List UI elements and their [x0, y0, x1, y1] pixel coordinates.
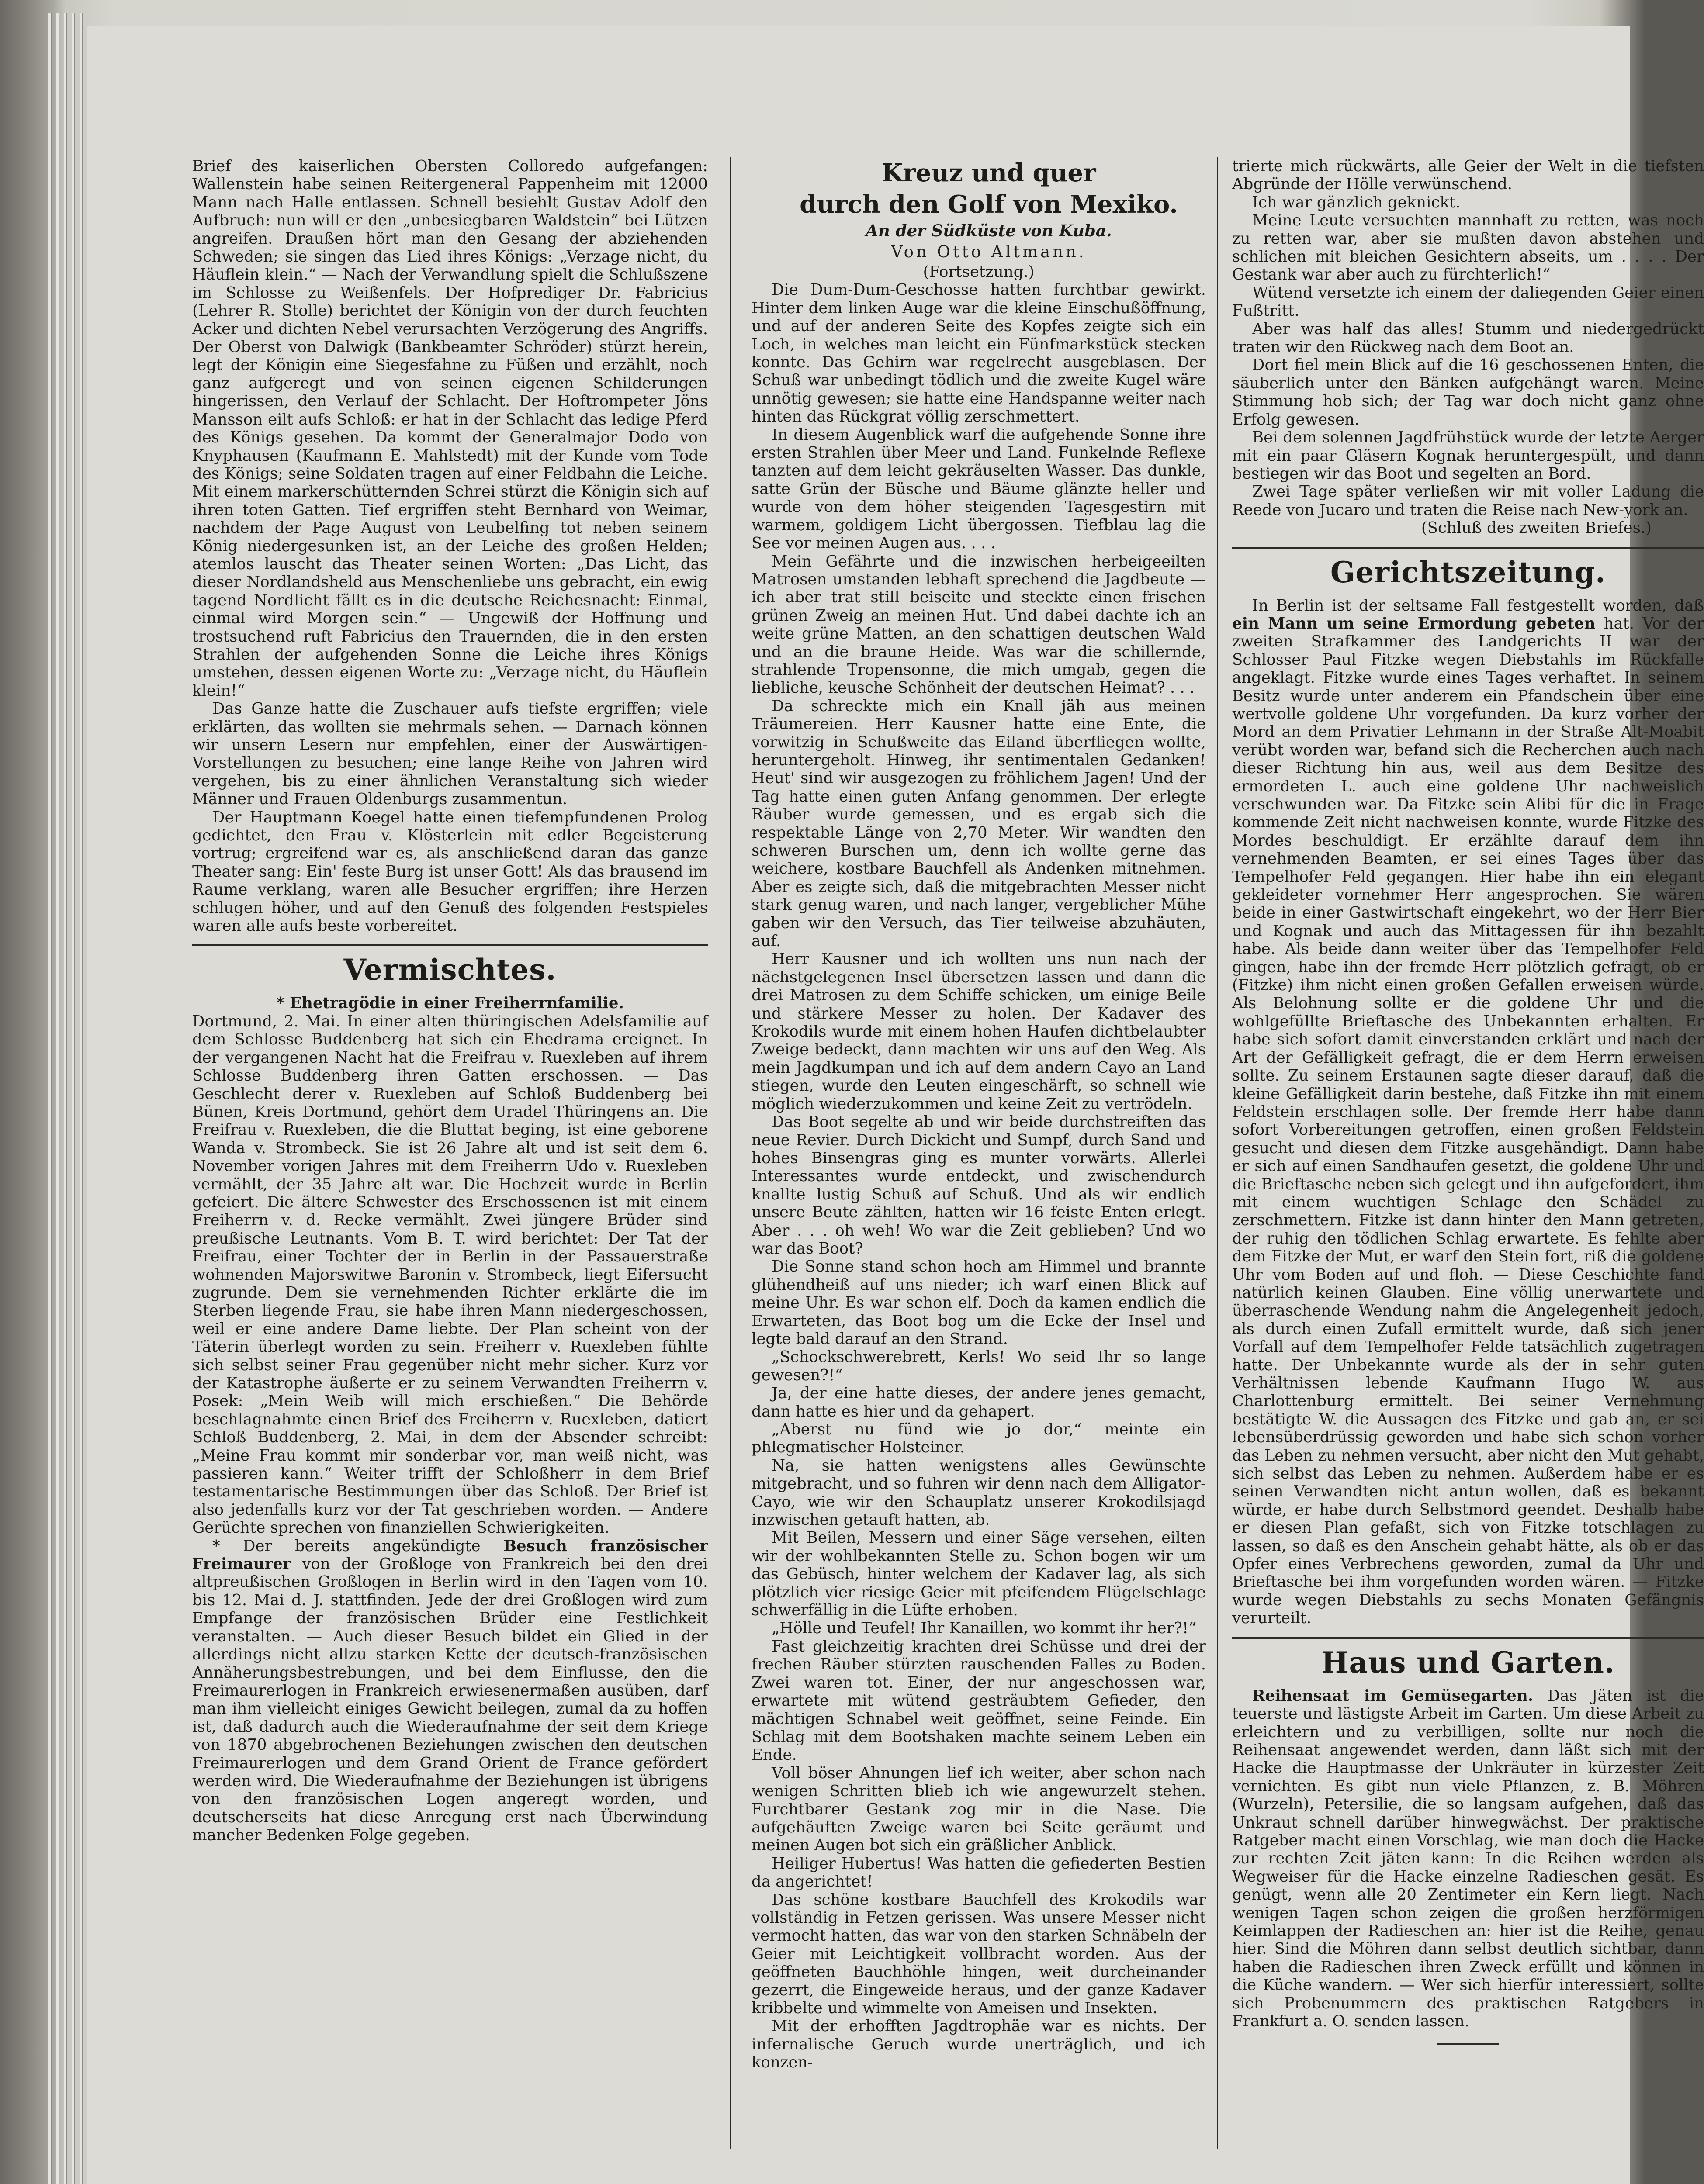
page-edge: [80, 13, 83, 2184]
paragraph: Ich war gänzlich geknickt.: [1252, 193, 1461, 211]
item-text: Dortmund, 2. Mai. In einer alten thüringischen Adelsfamilie auf dem Schlosse Buddenberg hat sich ein Ehedrama ereignet. In der vergangenen Nacht hat die Freifrau v. Ruexleben auf ihrem Schlosse Buddenberg ihren Gatten erschossen. — Das Geschlecht derer v. Ruexleben auf Schloß Buddenberg bei Bünen, Kreis Dortmund, gehört dem Uradel Thüringens an. Die Freifrau v. Ruexleben, die die Bluttat beging, ist eine geborene Wanda v. Strombeck. Sie ist 26 Jahre alt und ist seit dem 6. November vorigen Jahres mit dem Freiherrn Udo v. Ruexleben vermählt, der 35 Jahre alt war. Die Hochzeit wurde in Berlin gefeiert. Die ältere Schwester des Erschossenen ist mit einem Freiherrn v. d. Recke vermählt. Zwei jüngere Brüder sind preußische Leutnants. Vom B. T. wird berichtet: Der Tat der Freifrau, einer Tochter der in Berlin in der Passauerstraße wohnenden Majorswitwe Baronin v. Strombeck, liegt Eifersucht zugrunde. Dem sie vernehmenden Richter erklärte die im Sterben liegende Frau, sie habe ihren Mann niedergeschossen, weil er eine andere Dame liebte. Der Plan scheint von der Täterin überlegt worden zu sein. Freiherr v. Ruexleben fühlte sich selbst seiner Frau gegenüber nicht mehr sicher. Kurz vor der Katastrophe äußerte er zu seinem Verwandten Freiherrn v. Posek: „Mein Weib will mich erschießen.“ Die Behörde beschlagnahmte einen Brief des Freiherrn v. Ruexleben, datiert Schloß Buddenberg, 2. Mai, in dem der Absender schreibt: „Meine Frau kommt mir sonderbar vor, man weiß nicht, was passieren kann.“ Weiter trifft der Schloßherr in dem Brief testamentarische Bestimmungen über das Schloß. Der Brief ist also jedenfalls kurz vor der Tat geschrieben worden. — Andere Gerüchte sprechen von finanziellen Schwierigkeiten.: [192, 1012, 708, 1537]
paragraph: Fast gleichzeitig krachten drei Schüsse und drei der frechen Räuber stürzten rauschenden Falles zu Boden. Zwei waren tot. Einer, der nur angeschossen war, erwartete mit wütend gesträubtem Gefieder, den mächtigen Schnabel weit geöffnet, seine Feinde. Ein Schlag mit dem Bootshaken machte seinem Leben ein Ende.: [752, 1637, 1206, 1764]
newspaper-page: [87, 26, 1704, 2184]
article-subtitle: An der Südküste von Kuba.: [866, 221, 1112, 240]
end-note: (Schluß des zweiten Briefes.): [1421, 519, 1652, 537]
end-rule: [1437, 2043, 1499, 2045]
item-body: von der Großloge von Frankreich bei den drei altpreußischen Großlogen in Berlin wird in den Tagen vom 10. bis 12. Mai d. J. stattfinden. Jede der drei Großlogen wird zum Empfange der französischen Brüder eine Festlichkeit veranstalten. — Auch dieser Besuch bildet ein Glied in der allerdings nicht allzu starken Kette der deutsch-französischen Annäherungsbestrebungen, und bei dem Einflusse, den die Freimaurerlogen in Frankreich erwiesenermaßen ausüben, darf man ihm vielleicht einiges Gewicht beilegen, zumal da zu hoffen ist, daß dadurch auch die Wiederaufnahme der seit dem Kriege von 1870 abgebrochenen Beziehungen zwischen den deutschen Freimaurerlogen und dem Grand Orient de France gefördert werden wird. Die Wiederaufnahme der Beziehungen ist übrigens von den französischen Logen angeregt worden, und deutscherseits hat diese Anregung erst nach Überwindung mancher Bedenken Folge gegeben.: [192, 1555, 708, 1845]
court-text: [1232, 597, 1704, 1628]
paragraph: Voll böser Ahnungen lief ich weiter, aber schon nach wenigen Schritten blieb ich wie angewurzelt stehen. Furchtbarer Gestank zog mir in die Nase. Die aufgehäuften Zweige waren bei Seite geräumt und meinen Augen bot sich ein gräßlicher Anblick.: [752, 1764, 1206, 1855]
column-1: [192, 157, 708, 1845]
court-bold: ein Mann um seine Ermordung gebeten: [1232, 614, 1596, 632]
paragraph: „Hölle und Teufel! Ihr Kanaillen, wo kommt ihr her?!“: [772, 1619, 1197, 1638]
paragraph: Bei dem solennen Jagdfrühstück wurde der letzte Aerger mit ein paar Gläsern Kognak heruntergespült, und dann bestiegen wir das Boot und segelten an Bord.: [1232, 429, 1704, 483]
continuation-note: (Fortsetzung.): [923, 263, 1035, 281]
paragraph: Mit Beilen, Messern und einer Säge versehen, eilten wir der wohlbekannten Stelle zu. Schon bogen wir um das Gebüsch, hinter welchem der Kadaver lag, als sich plötzlich vier riesige Geier mit pfeifendem Flügelschlage schwerfällig in die Lüfte erhoben.: [752, 1529, 1206, 1620]
garden-body: Das Jäten ist die teuerste und lästigste Arbeit im Garten. Um diese Arbeit zu erleichtern und zu verbilligen, sollte nur noch die Reihensaat angewendet werden, dann läßt sich mit der Hacke die Hauptmasse der Unkräuter in kürzester Zeit vernichten. Es gibt nun viele Pflanzen, z. B. Möhren (Wurzeln), Petersilie, die so langsam aufgehen, daß das Unkraut schnell darüber hinwegwächst. Der praktische Ratgeber macht einen Vorschlag, wie man doch die Hacke zur rechten Zeit jäten kann: In die Reihen werden als Wegweiser für die Hacke einzelne Radieschen gesät. Es genügt, wenn alle 20 Zentimeter ein Kern liegt. Nach wenigen Tagen schon zeigen die großen herzförmigen Keimlappen der Radieschen an: hier ist die Reihe, genau hier. Sind die Möhren dann selbst deutlich sichtbar, dann haben die Radieschen ihren Zweck erfüllt und können in die Küche wandern. — Wer sich hierfür interessiert, sollte sich Probenummern des praktischen Ratgebers in Frankfurt a. O. senden lassen.: [1232, 1686, 1704, 2030]
section-title-haus-und-garten: Haus und Garten.: [1321, 1645, 1615, 1679]
item-text: [192, 1537, 708, 1845]
divider: [1232, 547, 1704, 549]
page-edge: [72, 13, 75, 2184]
paragraph: trierte mich rückwärts, alle Geier der Welt in die tiefsten Abgründe der Hölle verwünschend.: [1232, 157, 1704, 194]
column-3: [1232, 157, 1704, 2045]
paragraph: „Schockschwerebrett, Kerls! Wo seid Ihr so lange gewesen?!“: [752, 1348, 1206, 1384]
item-bold: Besuch französischer Freimaurer: [192, 1537, 708, 1573]
garden-text: [1232, 1687, 1704, 2031]
section-title-vermischtes: Vermischtes.: [343, 953, 557, 987]
court-lead: In Berlin ist der seltsame Fall festgestellt worden, daß: [1252, 596, 1704, 615]
divider: [1232, 1637, 1704, 1639]
column-rule: [1217, 157, 1218, 2149]
article-author: Von Otto Altmann.: [891, 242, 1087, 261]
page-edge: [64, 13, 67, 2184]
page-edge: [56, 13, 59, 2184]
column-rule: [730, 157, 731, 2149]
garden-bold: Reihensaat im Gemüsegarten.: [1252, 1686, 1534, 1705]
paragraph: Zwei Tage später verließen wir mit voller Ladung die Reede von Jucaro und traten die Reise nach New-york an.: [1232, 483, 1704, 519]
divider: [192, 944, 708, 946]
paragraph: Das Ganze hatte die Zuschauer aufs tiefste ergriffen; viele erklärten, das wollten sie mehrmals sehen. — Darnach können wir unsern Lesern nur empfehlen, einer der Auswärtigen-Vorstellungen zu besuchen; eine lange Reihe von Jahren wird vergehen, bis zu einer ähnlichen Veranstaltung sich wieder Männer und Frauen Oldenburgs zusammentun.: [192, 700, 708, 809]
paragraph: Wütend versetzte ich einem der daliegenden Geier einen Fußtritt.: [1232, 283, 1704, 320]
paragraph: Mein Gefährte und die inzwischen herbeigeeilten Matrosen umstanden lebhaft sprechend die Jagdbeute — ich aber trat still beiseite und steckte einen frischen grünen Zweig an meinen Hut. Und dabei dachte ich an weite grüne Matten, an den schattigen deutschen Wald und an die braune Heide. Was war die schillernde, strahlende Tropensonne, die mich umgab, gegen die liebliche, keusche Schönheit der deutschen Heimat? . . .: [752, 552, 1206, 697]
paragraph: Mit der erhofften Jagdtrophäe war es nichts. Der infernalische Geruch wurde unerträglich, und ich konzen-: [752, 2017, 1206, 2072]
paragraph: Dort fiel mein Blick auf die 16 geschossenen Enten, die säuberlich unter den Bänken aufgehängt waren. Meine Stimmung hob sich; der Tag war doch nicht ganz ohne Erfolg gewesen.: [1232, 356, 1704, 429]
item-lead: * Der bereits angekündigte: [212, 1537, 481, 1555]
paragraph: Der Hauptmann Koegel hatte einen tiefempfundenen Prolog gedichtet, den Frau v. Klösterlein mit edler Begeisterung vortrug; ergreifend war es, als anschließend daran das ganze Theater sang: Ein' feste Burg ist unser Gott! Als das brausend im Raume verklang, waren alle Besucher ergriffen; ihre Herzen schlugen höher, und auf den Genuß des folgenden Festspieles waren alle aufs beste vorbereitet.: [192, 808, 708, 935]
paragraph: Die Sonne stand schon hoch am Himmel und brannte glühendheiß auf uns nieder; ich warf einen Blick auf meine Uhr. Es war schon elf. Doch da kamen endlich die Erwarteten, das Boot bog um die Ecke der Insel und legte bald darauf an den Strand.: [752, 1258, 1206, 1348]
paragraph: Heiliger Hubertus! Was hatten die gefiederten Bestien da angerichtet!: [752, 1854, 1206, 1891]
paragraph: Da schreckte mich ein Knall jäh aus meinen Träumereien. Herr Kausner hatte eine Ente, die vorwitzig in Schußweite das Eiland überfliegen wollte, heruntergeholt. Hinweg, ihr sentimentalen Gedanken! Heut' sind wir ausgezogen zu fröhlichem Jagen! Und der Tag hatte einen guten Anfang genommen. Der erlegte Räuber wurde gemessen, und es ergab sich die respektable Länge von 2,70 Meter. Wir wandten den schweren Burschen um, denn ich wollte gerne das weichere, kostbare Bauchfell als Andenken mitnehmen. Aber es zeigte sich, daß die mitgebrachten Messer nicht stark genug waren, und nach langer, vergeblicher Mühe gaben wir den Versuch, das Tier teilweise abzuhäuten, auf.: [752, 697, 1206, 950]
paragraph: In diesem Augenblick warf die aufgehende Sonne ihre ersten Strahlen über Meer und Land. Funkelnde Reflexe tanzten auf dem leicht gekräuselten Wasser. Das dunkle, satte Grün der Büsche und Bäume glänzte heller und wurde von dem höher steigenden Tagesgestirn mit warmem, goldigem Licht übergossen. Tiefblau lag die See vor meinen Augen aus. . . .: [752, 425, 1206, 553]
court-body: hat. Vor der zweiten Strafkammer des Landgerichts II war der Schlosser Paul Fitzke wegen Diebstahls im Rückfalle angeklagt. Fitzke wurde eines Tages verhaftet. In seinem Besitz wurde unter anderem ein Pfandschein über eine wertvolle goldene Uhr vorgefunden. Da kurz vorher der Mord an dem Privatier Lehmann in der Straße Alt-Moabit verübt worden war, befand sich die Recherchen auch nach dieser Richtung hin aus, weil aus dem Besitze des ermordeten L. auch eine goldene Uhr nachweislich verschwunden war. Da Fitzke sein Alibi für die in Frage kommende Zeit nicht nachweisen konnte, wurde Fitzke des Mordes beschuldigt. Er erzählte darauf dem ihn vernehmenden Beamten, er sei eines Tages über das Tempelhofer Feld gegangen. Hier habe ihn ein elegant gekleideter vornehmer Herr angesprochen. Sie wären beide in einer Gastwirtschaft eingekehrt, wo der Herr Bier und Kognak und auch das Mittagessen für ihn bezahlt habe. Als beide dann weiter über das Tempelhofer Feld gingen, habe ihn der fremde Herr plötzlich gefragt, ob er (Fitzke) ihm nicht einen großen Gefallen erweisen würde. Als Belohnung sollte er die goldene Uhr und die wohlgefüllte Brieftasche des Unbekannten erhalten. Er habe sich sofort damit einverstanden erklärt und nach der Art der Gefälligkeit gefragt, die er dem Herrn erweisen sollte. Zu seinem Erstaunen sagte dieser darauf, daß die kleine Gefälligkeit darin bestehe, daß Fitzke ihn mit einem Feldstein erschlagen solle. Der fremde Herr habe dann sofort Vorbereitungen getroffen, einen großen Feldstein gesucht und diesen dem Fitzke ausgehändigt. Dann habe er sich auf einen Sandhaufen gesetzt, die goldene Uhr und die Brieftasche neben sich gelegt und ihn aufgefordert, ihm mit einem wuchtigen Schlage den Schädel zu zerschmettern. Fitzke ist dann hinter den Mann getreten, der ruhig den tödlichen Schlag erwartete. Es fehlte aber dem Fitzke der Mut, er warf den Stein fort, riß die goldene Uhr vom Boden auf und floh. — Diese Geschichte fand natürlich keinen Glauben. Eine völlig unerwartete und überraschende Wendung nahm die Angelegenheit jedoch, als durch einen Zufall ermittelt wurde, daß sich jener Vorfall auf dem Tempelhofer Felde tatsächlich zugetragen hatte. Der Unbekannte wurde als der in sehr guten Verhältnissen lebende Kaufmann Hugo W. aus Charlottenburg ermittelt. Bei seiner Vernehmung bestätigte W. die Aussagen des Fitzke und gab an, er sei lebensüberdrüssig geworden und habe sich schon vorher das Leben zu nehmen versucht, aber nicht den Mut gehabt, sich selbst das Leben zu nehmen. Außerdem habe er es seinen Verwandten nicht antun wollen, daß es bekannt würde, er habe durch Selbstmord geendet. Deshalb habe er diesen Plan gefaßt, sich von Fitzke totschlagen zu lassen, so daß es den Anschein gehabt hätte, als ob er das Opfer eines Verbrechens geworden, zumal da Uhr und Brieftasche bei ihm vorgefunden worden wären. — Fitzke wurde wegen Diebstahls zu sechs Monaten Gefängnis verurteilt.: [1232, 614, 1704, 1628]
article-title: durch den Golf von Mexiko.: [800, 190, 1178, 219]
section-title-gerichtszeitung: Gerichtszeitung.: [1330, 555, 1606, 589]
paragraph: Das Boot segelte ab und wir beide durchstreiften das neue Revier. Durch Dickicht und Sumpf, durch Sand und hohes Binsengras ging es munter vorwärts. Allerlei Interessantes wurde entdeckt, und zwischendurch knallte lustig Schuß auf Schuß. Und als wir endlich unsere Beute zählten, hatten wir 16 feiste Enten erlegt. Aber . . . oh weh! Wo war die Zeit geblieben? Und wo war das Boot?: [752, 1113, 1206, 1258]
paragraph: Herr Kausner und ich wollten uns nun nach der nächstgelegenen Insel übersetzen lassen und dann die drei Matrosen zu dem Schiffe schicken, um einige Beile und stärkere Messer zu holen. Der Kadaver des Krokodils wurde mit einem hohen Haufen dichtbelaubter Zweige bedeckt, dann machten wir uns auf den Weg. Als mein Jagdkumpan und ich auf dem andern Cayo an Land stiegen, wurde den Leuten eingeschärft, so schnell wie möglich wiederzukommen und keine Zeit zu vertrödeln.: [752, 950, 1206, 1113]
column-2: [752, 157, 1206, 2072]
paragraph: Aber was half das alles! Stumm und niedergedrückt traten wir den Rückweg nach dem Boot an.: [1232, 320, 1704, 356]
item-title: * Ehetragödie in einer Freiherrnfamilie.: [276, 994, 624, 1013]
paragraph: Na, sie hatten wenigstens alles Gewünschte mitgebracht, und so fuhren wir denn nach dem Alligator-Cayo, wie wir den Schauplatz unserer Krokodilsjagd inzwischen getauft hatten, ab.: [752, 1456, 1206, 1529]
paragraph: Meine Leute versuchten mannhaft zu retten, was noch zu retten war, aber sie mußten davon abstehen und schlichen mit bleichen Gesichtern abseits, um . . . . Der Gestank war aber auch zu fürchterlich!“: [1232, 211, 1704, 284]
article-title: Kreuz und quer: [881, 159, 1096, 187]
paragraph: Das schöne kostbare Bauchfell des Krokodils war vollständig in Fetzen gerissen. Was unsere Messer nicht vermocht hatten, das war von den starken Schnäbeln der Geier mit Leichtigkeit vollbracht worden. Aus der geöffneten Bauchhöhle hingen, weit durcheinander gezerrt, die Eingeweide heraus, und der ganze Kadaver kribbelte und wimmelte von Ameisen und Insekten.: [752, 1890, 1206, 2017]
paragraph: Ja, der eine hatte dieses, der andere jenes gemacht, dann hatte es hier und da gehapert.: [752, 1384, 1206, 1420]
paragraph: Die Dum-Dum-Geschosse hatten furchtbar gewirkt. Hinter dem linken Auge war die kleine Einschußöffnung, und auf der anderen Seite des Kopfes zeigte sich ein Loch, in welches man leicht ein Fünfmarkstück stecken konnte. Das Gehirn war regelrecht ausgeblasen. Der Schuß war unbedingt tödlich und die zweite Kugel wäre unnötig gewesen; sie hatte eine Handspanne weiter nach hinten das Rückgrat völlig zerschmettert.: [752, 281, 1206, 426]
paragraph: Brief des kaiserlichen Obersten Colloredo aufgefangen: Wallenstein habe seinen Reitergeneral Pappenheim mit 12000 Mann nach Halle entlassen. Schnell besiehlt Gustav Adolf den Aufbruch: nun will er den „unbesiegbaren Waldstein“ bei Lützen angreifen. Draußen hört man den Gesang der abziehenden Schweden; sie singen das Lied ihres Königs: „Verzage nicht, du Häuflein klein.“ — Nach der Verwandlung spielt die Schlußszene im Schlosse zu Weißenfels. Der Hofprediger Dr. Fabricius (Lehrer R. Stolle) berichtet der Königin von der durch feuchten Acker und dichten Nebel verursachten Verzögerung des Angriffs. Der Oberst von Dalwigk (Bankbeamter Schröder) stürzt herein, legt der Königin eine Siegesfahne zu Füßen und erzählt, noch ganz aufgeregt und von seinen eigenen Schilderungen hingerissen, den Verlauf der Schlacht. Der Hoftrompeter Jöns Mansson eilt aufs Schloß: er hat in der Schlacht das ledige Pferd des Königs gesehen. Da kommt der Generalmajor Dodo von Knyphausen (Kaufmann E. Mahlstedt) mit der Kunde vom Tode des Königs; seine Soldaten tragen auf einer Feldbahn die Leiche. Mit einem markerschütternden Schrei stürzt die Königin sich auf ihren toten Gatten. Tief ergriffen steht Bernhard von Weimar, nachdem der Page August von Leubelfing tot neben seinem König niedergesunken ist, an der Leiche des großen Helden; atemlos lauscht das Theater seinen Worten: „Das Licht, das dieser Nordlandsheld aus Menschenliebe uns gebracht, ein ewig tagend Nordlicht fällt es in die deutsche Reichesnacht: Einmal, einmal wird Morgen sein.“ — Ungewiß der Hoffnung und trostsuchend ruft Fabricius den Trauernden, die in den ersten Strahlen der aufgehenden Sonne die Leiche ihres Königs umstehen, dessen eigenen Worte zu: „Verzage nicht, du Häuflein klein!“: [192, 157, 708, 700]
paragraph: „Aberst nu fünd wie jo dor,“ meinte ein phlegmatischer Holsteiner.: [752, 1420, 1206, 1457]
page-edge: [48, 13, 52, 2184]
